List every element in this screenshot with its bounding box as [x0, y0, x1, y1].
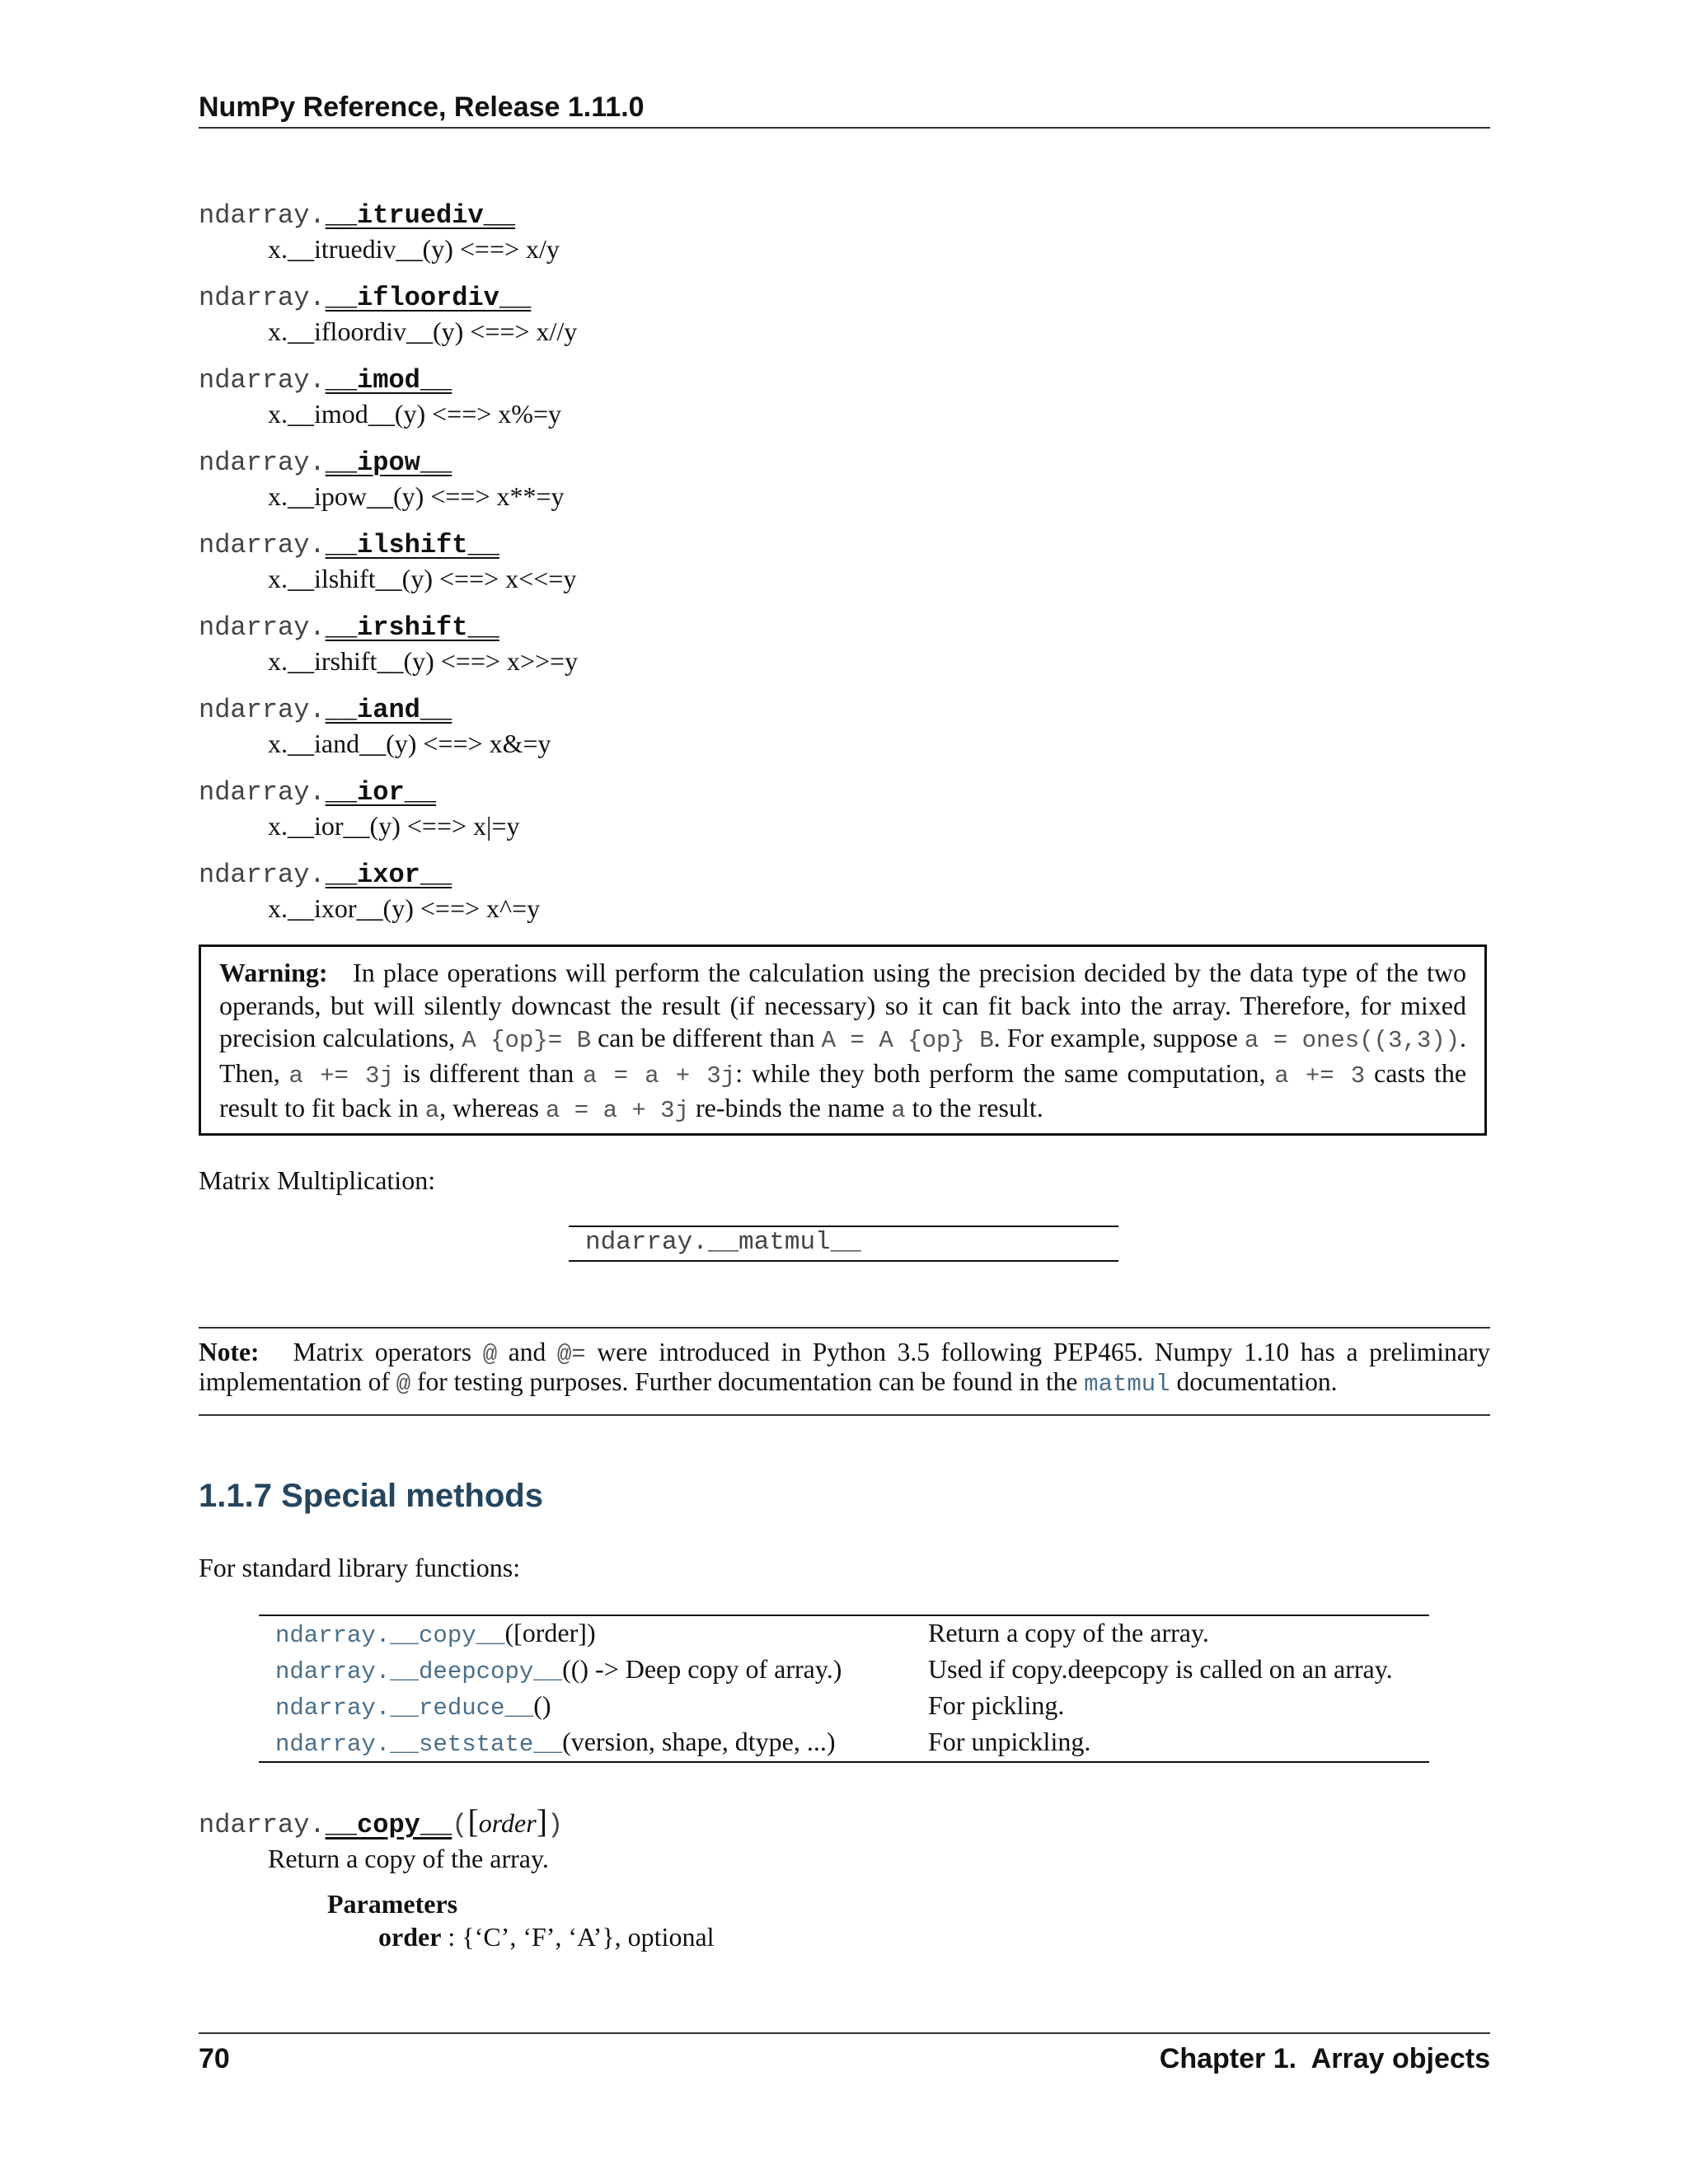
inline-code: A = A {op} B: [821, 1027, 994, 1054]
page-footer: [199, 2032, 1490, 2077]
method-name: __ior__: [325, 777, 437, 808]
section-intro: For standard library functions:: [199, 1553, 521, 1582]
method-name: __iand__: [325, 695, 452, 725]
method-name: __itruediv__: [325, 200, 516, 231]
matmul-entry: ndarray.__matmul__: [585, 1228, 861, 1257]
method-name: __imod__: [325, 365, 452, 396]
open-paren: (: [452, 1810, 468, 1840]
method-summary: Return a copy of the array.: [928, 1618, 1209, 1647]
header-rule: [199, 127, 1490, 129]
page-number: 70: [199, 2043, 230, 2074]
method-prefix: ndarray.: [199, 695, 326, 725]
method-prefix: ndarray.: [199, 612, 326, 643]
left-bracket: [: [467, 1802, 479, 1840]
method-prefix: ndarray.: [199, 448, 326, 478]
method-desc: x.__itruediv__(y) <==> x/y: [268, 234, 560, 264]
inline-code: @: [482, 1341, 498, 1368]
inline-code: A {op}= B: [462, 1027, 591, 1054]
method-name: __copy__: [325, 1810, 452, 1840]
method-entry: [199, 776, 1490, 859]
parameter-sep: :: [441, 1922, 462, 1952]
method-desc: x.__imod__(y) <==> x%=y: [268, 399, 561, 429]
method-prefix: ndarray.: [199, 860, 326, 890]
close-paren: ): [547, 1810, 564, 1840]
warning-text: is different than: [402, 1057, 574, 1088]
method-entry: [199, 447, 1490, 529]
inline-code: a: [891, 1097, 906, 1124]
note-text: for testing purposes. Further documentation can be found in the: [416, 1367, 1078, 1396]
method-name: __ipow__: [325, 448, 452, 478]
method-desc: x.__ilshift__(y) <==> x<<=y: [268, 564, 577, 593]
parameter-name: order: [378, 1922, 442, 1952]
warning-text: casts the result to fit back in: [219, 1057, 1467, 1122]
copy-desc: Return a copy of the array.: [268, 1844, 549, 1873]
method-desc: x.__iand__(y) <==> x&=y: [268, 729, 551, 758]
page-header: [199, 89, 1490, 129]
method-entry: [199, 199, 1490, 282]
warning-text: . Then,: [219, 1023, 1467, 1088]
table-row: [259, 1652, 1429, 1689]
method-entry: [199, 364, 1490, 447]
inline-code: a = a + 3j: [583, 1062, 736, 1090]
method-summary: For unpickling.: [928, 1727, 1091, 1756]
method-prefix: ndarray.: [199, 283, 326, 313]
inline-code: @=: [556, 1341, 586, 1368]
method-name: __ifloordiv__: [325, 283, 532, 313]
method-entry: [199, 282, 1490, 364]
table-row: [259, 1615, 1429, 1652]
method-name: __ilshift__: [325, 530, 499, 560]
parameters-block: [327, 1887, 715, 1953]
warning-text: . For example, suppose: [993, 1023, 1238, 1052]
method-name: __ixor__: [325, 860, 452, 890]
table-row: [259, 1689, 1429, 1725]
method-list: [199, 199, 1490, 941]
method-link[interactable]: ndarray.__copy__: [275, 1622, 505, 1649]
warning-text: re-binds the name: [695, 1093, 885, 1122]
inline-code: a = a + 3j: [545, 1097, 689, 1124]
warning-text: : while they both perform the same computation,: [735, 1057, 1266, 1088]
method-entry: [199, 859, 1490, 941]
note-text: were introduced in Python 3.5 following PEP465. Numpy 1.10 has a preliminary implementation of: [199, 1338, 1491, 1396]
note-text: Matrix operators: [293, 1338, 472, 1366]
warning-text: In place operations will perform the calculation using the precision decided by the data type of the two operands, but will silently downcast the result (if necessary) so it can fit back into the array. Therefore, for mixed precision calculations,: [219, 958, 1467, 1052]
copy-definition: [199, 1802, 1490, 1875]
method-prefix: ndarray.: [199, 365, 326, 396]
method-desc: x.__ipow__(y) <==> x**=y: [268, 481, 565, 511]
inline-code: a += 3j: [288, 1062, 394, 1090]
parameters-heading: Parameters: [327, 1889, 458, 1919]
note-label: Note:: [199, 1338, 260, 1366]
inline-code: a: [424, 1097, 440, 1124]
method-args: (): [533, 1690, 551, 1720]
param-name: order: [478, 1808, 537, 1838]
method-entry: [199, 529, 1490, 612]
header-title: NumPy Reference, Release 1.11.0: [199, 91, 645, 123]
section-title: 1.1.7 Special methods: [199, 1478, 543, 1514]
inline-code: a += 3: [1274, 1062, 1366, 1090]
right-bracket: ]: [536, 1802, 548, 1840]
warning-text: to the result.: [912, 1093, 1043, 1122]
method-entry: [199, 694, 1490, 776]
method-desc: x.__ixor__(y) <==> x^=y: [268, 893, 541, 923]
method-args: (version, shape, dtype, ...): [562, 1727, 836, 1756]
method-prefix: ndarray.: [199, 1810, 326, 1840]
inline-code: a = ones((3,3)): [1244, 1027, 1461, 1054]
chapter-title: Chapter 1. Array objects: [1159, 2043, 1490, 2074]
method-link[interactable]: ndarray.__reduce__: [275, 1694, 534, 1722]
special-methods-table: [259, 1615, 1429, 1763]
warning-text: , whereas: [439, 1093, 539, 1122]
method-args: ([order]): [504, 1618, 596, 1647]
matmul-table: [569, 1226, 1118, 1262]
method-entry: [199, 612, 1490, 694]
method-link[interactable]: ndarray.__setstate__: [275, 1731, 563, 1758]
parameter-item: [378, 1920, 715, 1953]
footer-rule: [199, 2032, 1490, 2034]
parameter-type: {‘C’, ‘F’, ‘A’}, optional: [462, 1922, 715, 1952]
method-prefix: ndarray.: [199, 200, 326, 231]
method-desc: x.__irshift__(y) <==> x>>=y: [268, 646, 579, 676]
note-box: [199, 1327, 1490, 1416]
warning-text: can be different than: [598, 1023, 815, 1052]
method-prefix: ndarray.: [199, 777, 326, 808]
table-row: [259, 1725, 1429, 1762]
warning-label: Warning:: [219, 958, 328, 987]
matmul-label: Matrix Multiplication:: [199, 1165, 436, 1195]
note-text: documentation.: [1176, 1367, 1338, 1396]
warning-box: [199, 944, 1487, 1136]
method-link[interactable]: ndarray.__deepcopy__: [275, 1658, 563, 1685]
method-name: __irshift__: [325, 612, 499, 643]
method-args: (() -> Deep copy of array.): [562, 1654, 842, 1684]
matmul-link[interactable]: matmul: [1084, 1371, 1170, 1398]
method-summary: Used if copy.deepcopy is called on an array.: [928, 1654, 1393, 1684]
note-text: and: [508, 1338, 546, 1366]
method-desc: x.__ifloordiv__(y) <==> x//y: [268, 316, 578, 346]
method-desc: x.__ior__(y) <==> x|=y: [268, 811, 520, 841]
method-summary: For pickling.: [928, 1690, 1065, 1720]
inline-code: @: [396, 1371, 411, 1398]
method-prefix: ndarray.: [199, 530, 326, 560]
